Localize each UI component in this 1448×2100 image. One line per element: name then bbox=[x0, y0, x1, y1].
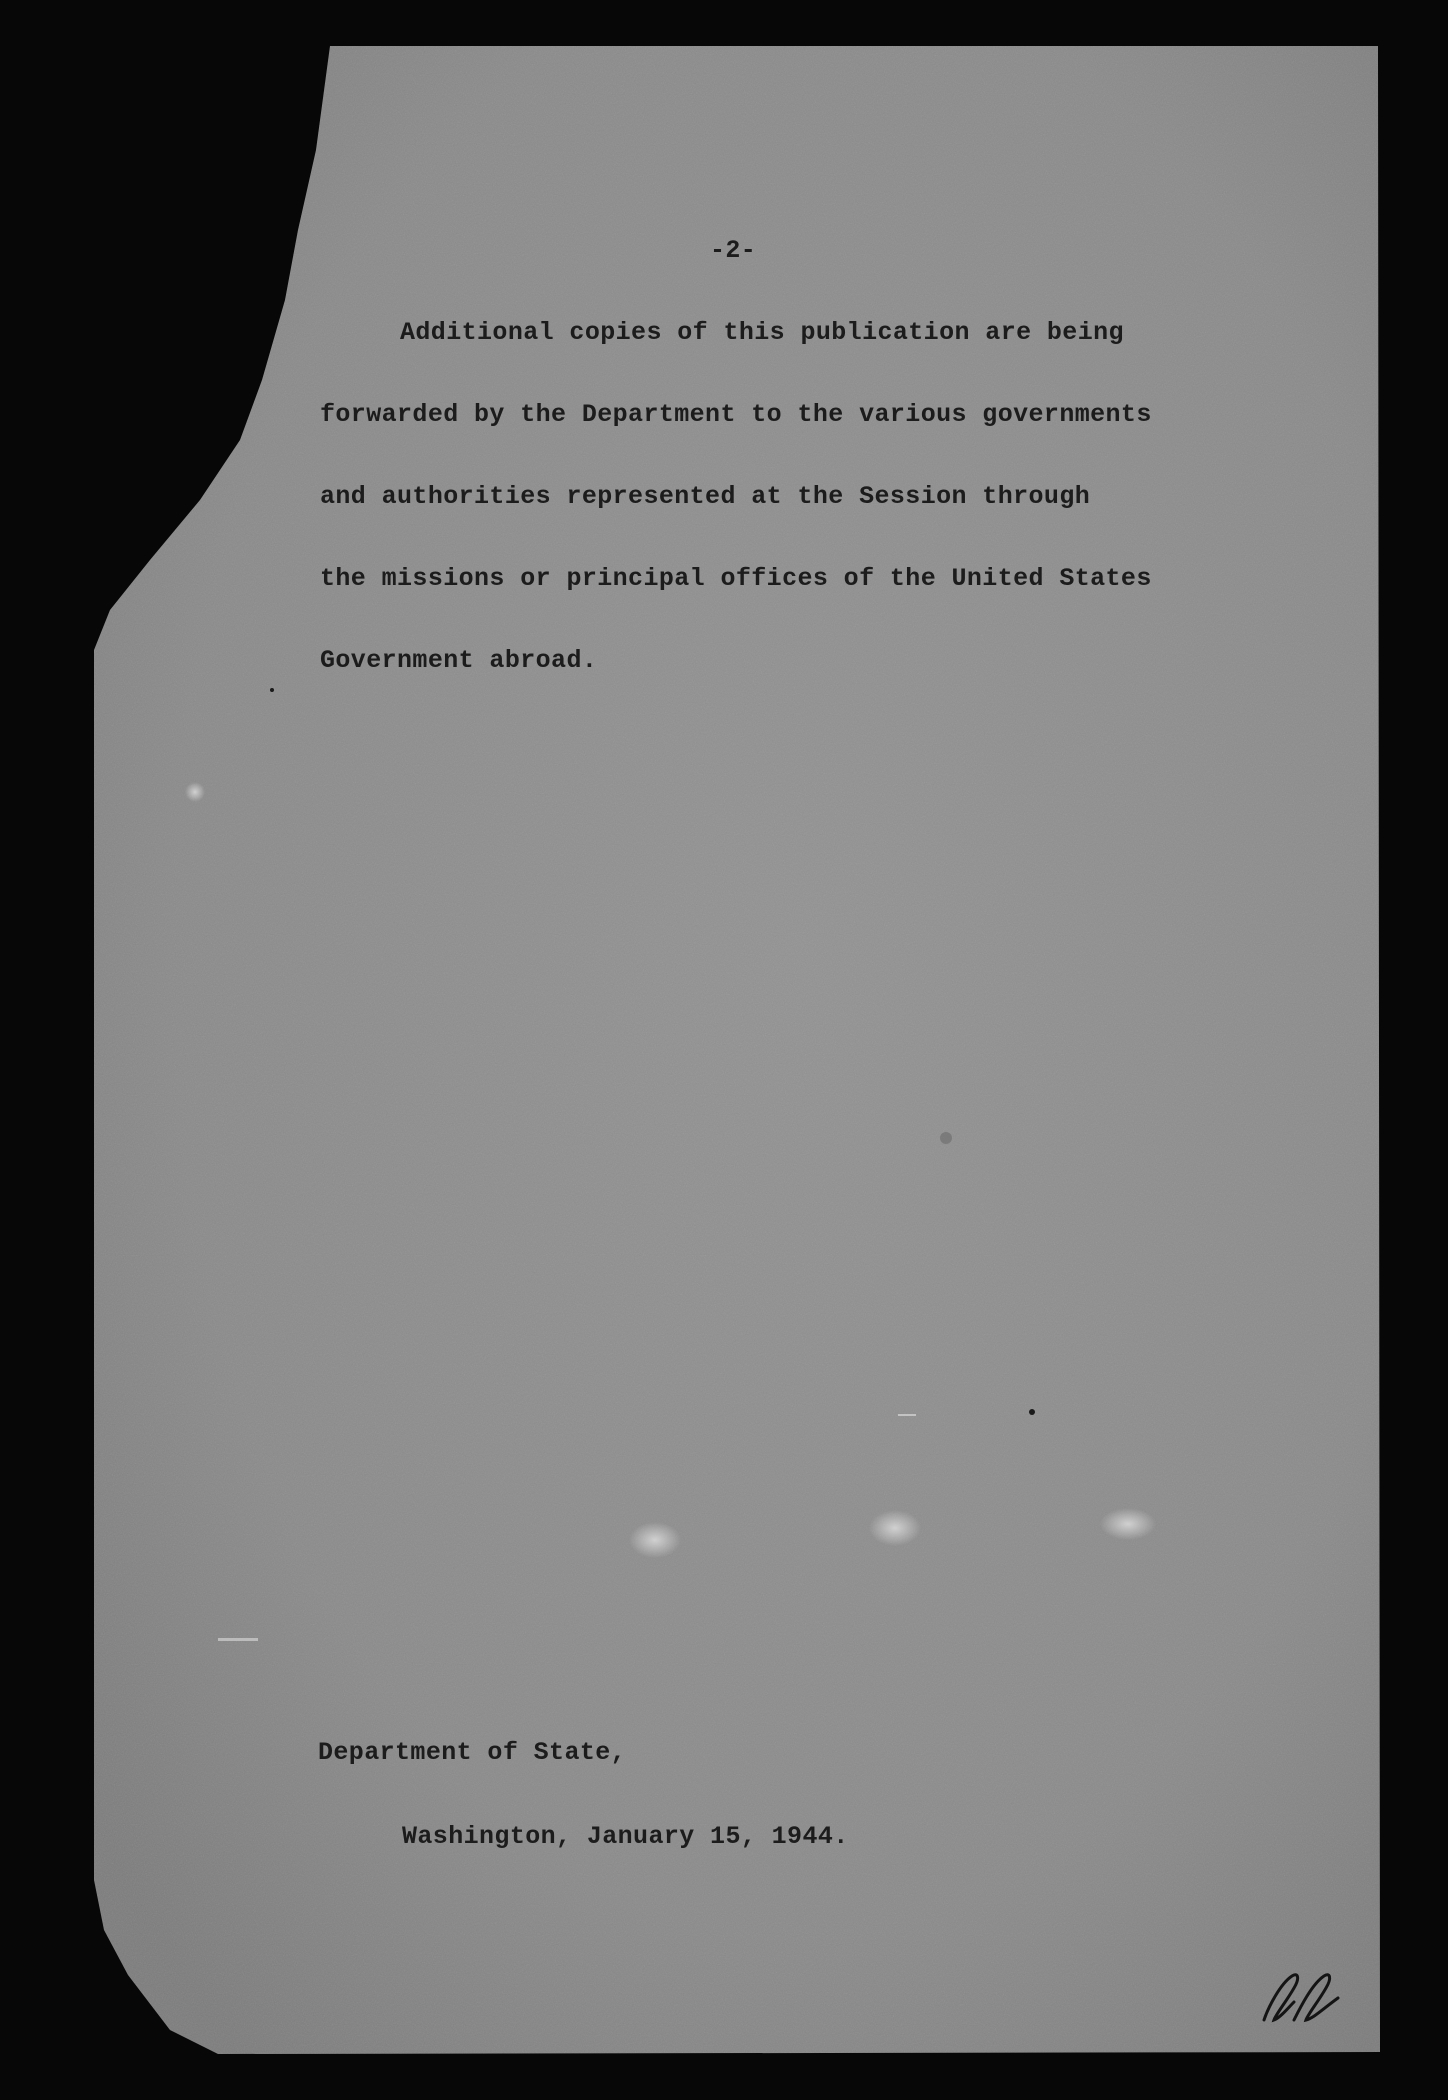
page-number: -2- bbox=[710, 236, 757, 265]
paragraph-line-2: forwarded by the Department to the various governments bbox=[320, 400, 1152, 429]
paragraph-line-3: and authorities represented at the Session through bbox=[320, 482, 1091, 511]
handwritten-initials-icon bbox=[1258, 1968, 1348, 2028]
paragraph-line-5: Government abroad. bbox=[320, 646, 598, 675]
paragraph-line-1: Additional copies of this publication are being bbox=[400, 318, 1124, 347]
paragraph-line-4: the missions or principal offices of the United States bbox=[320, 564, 1152, 593]
signature-department: Department of State, bbox=[318, 1738, 627, 1767]
signature-place-date: Washington, January 15, 1944. bbox=[402, 1822, 849, 1851]
